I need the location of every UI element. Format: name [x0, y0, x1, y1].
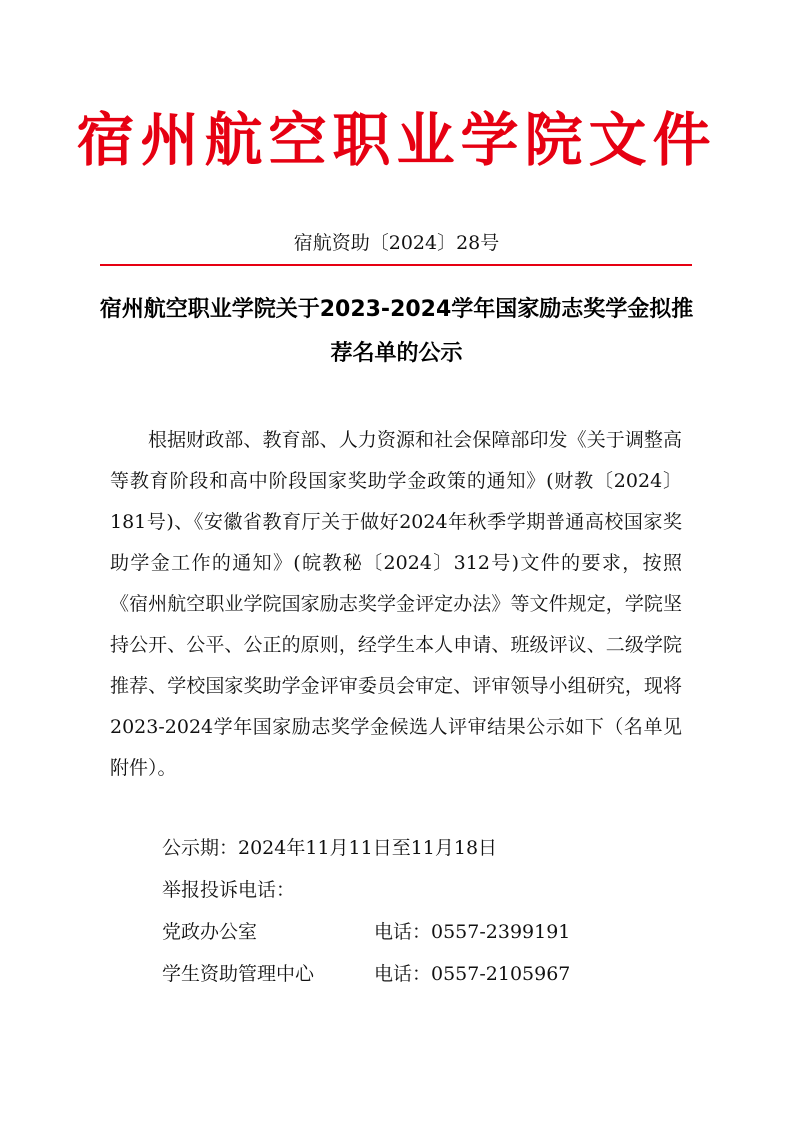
contact-row-office [162, 912, 682, 952]
contact-name: 学生资助管理中心 [162, 963, 315, 985]
red-divider-line [100, 264, 692, 266]
notice-title: 宿州航空职业学院关于2023-2024学年国家励志奖学金拟推荐名单的公示 [99, 297, 694, 366]
document-number: 宿航资助〔2024〕28号 [293, 232, 500, 254]
contact-phone: 电话：0557-2399191 [374, 921, 571, 943]
document-header-title: 宿州航空职业学院文件 [76, 106, 717, 174]
contact-phone: 电话：0557-2105967 [374, 963, 571, 985]
complaint-hotline-label: 举报投诉电话： [162, 879, 296, 901]
publicity-period: 公示期：2024年11月11日至11月18日 [162, 837, 498, 859]
contact-row-aid-center [162, 954, 682, 994]
notice-body-paragraph: 根据财政部、教育部、人力资源和社会保障部印发《关于调整高等教育阶段和高中阶段国家奖助学金政策的通知》(财教〔2024〕181号)、《安徽省教育厅关于做好2024年秋季学期普通高校国家奖助学金工作的通知》(皖教秘〔2024〕312号)文件的要求，按照《宿州航空职业学院国家励志奖学金评定办法》等文件规定，学院坚持公开、公平、公正的原则，经学生本人申请、班级评议、二级学院推荐、学校国家奖助学金评审委员会审定、评审领导小组研究，现将2023-2024学年国家励志奖学金候选人评审结果公示如下（名单见附件）。 [110, 429, 682, 779]
contact-name: 党政办公室 [162, 921, 258, 943]
